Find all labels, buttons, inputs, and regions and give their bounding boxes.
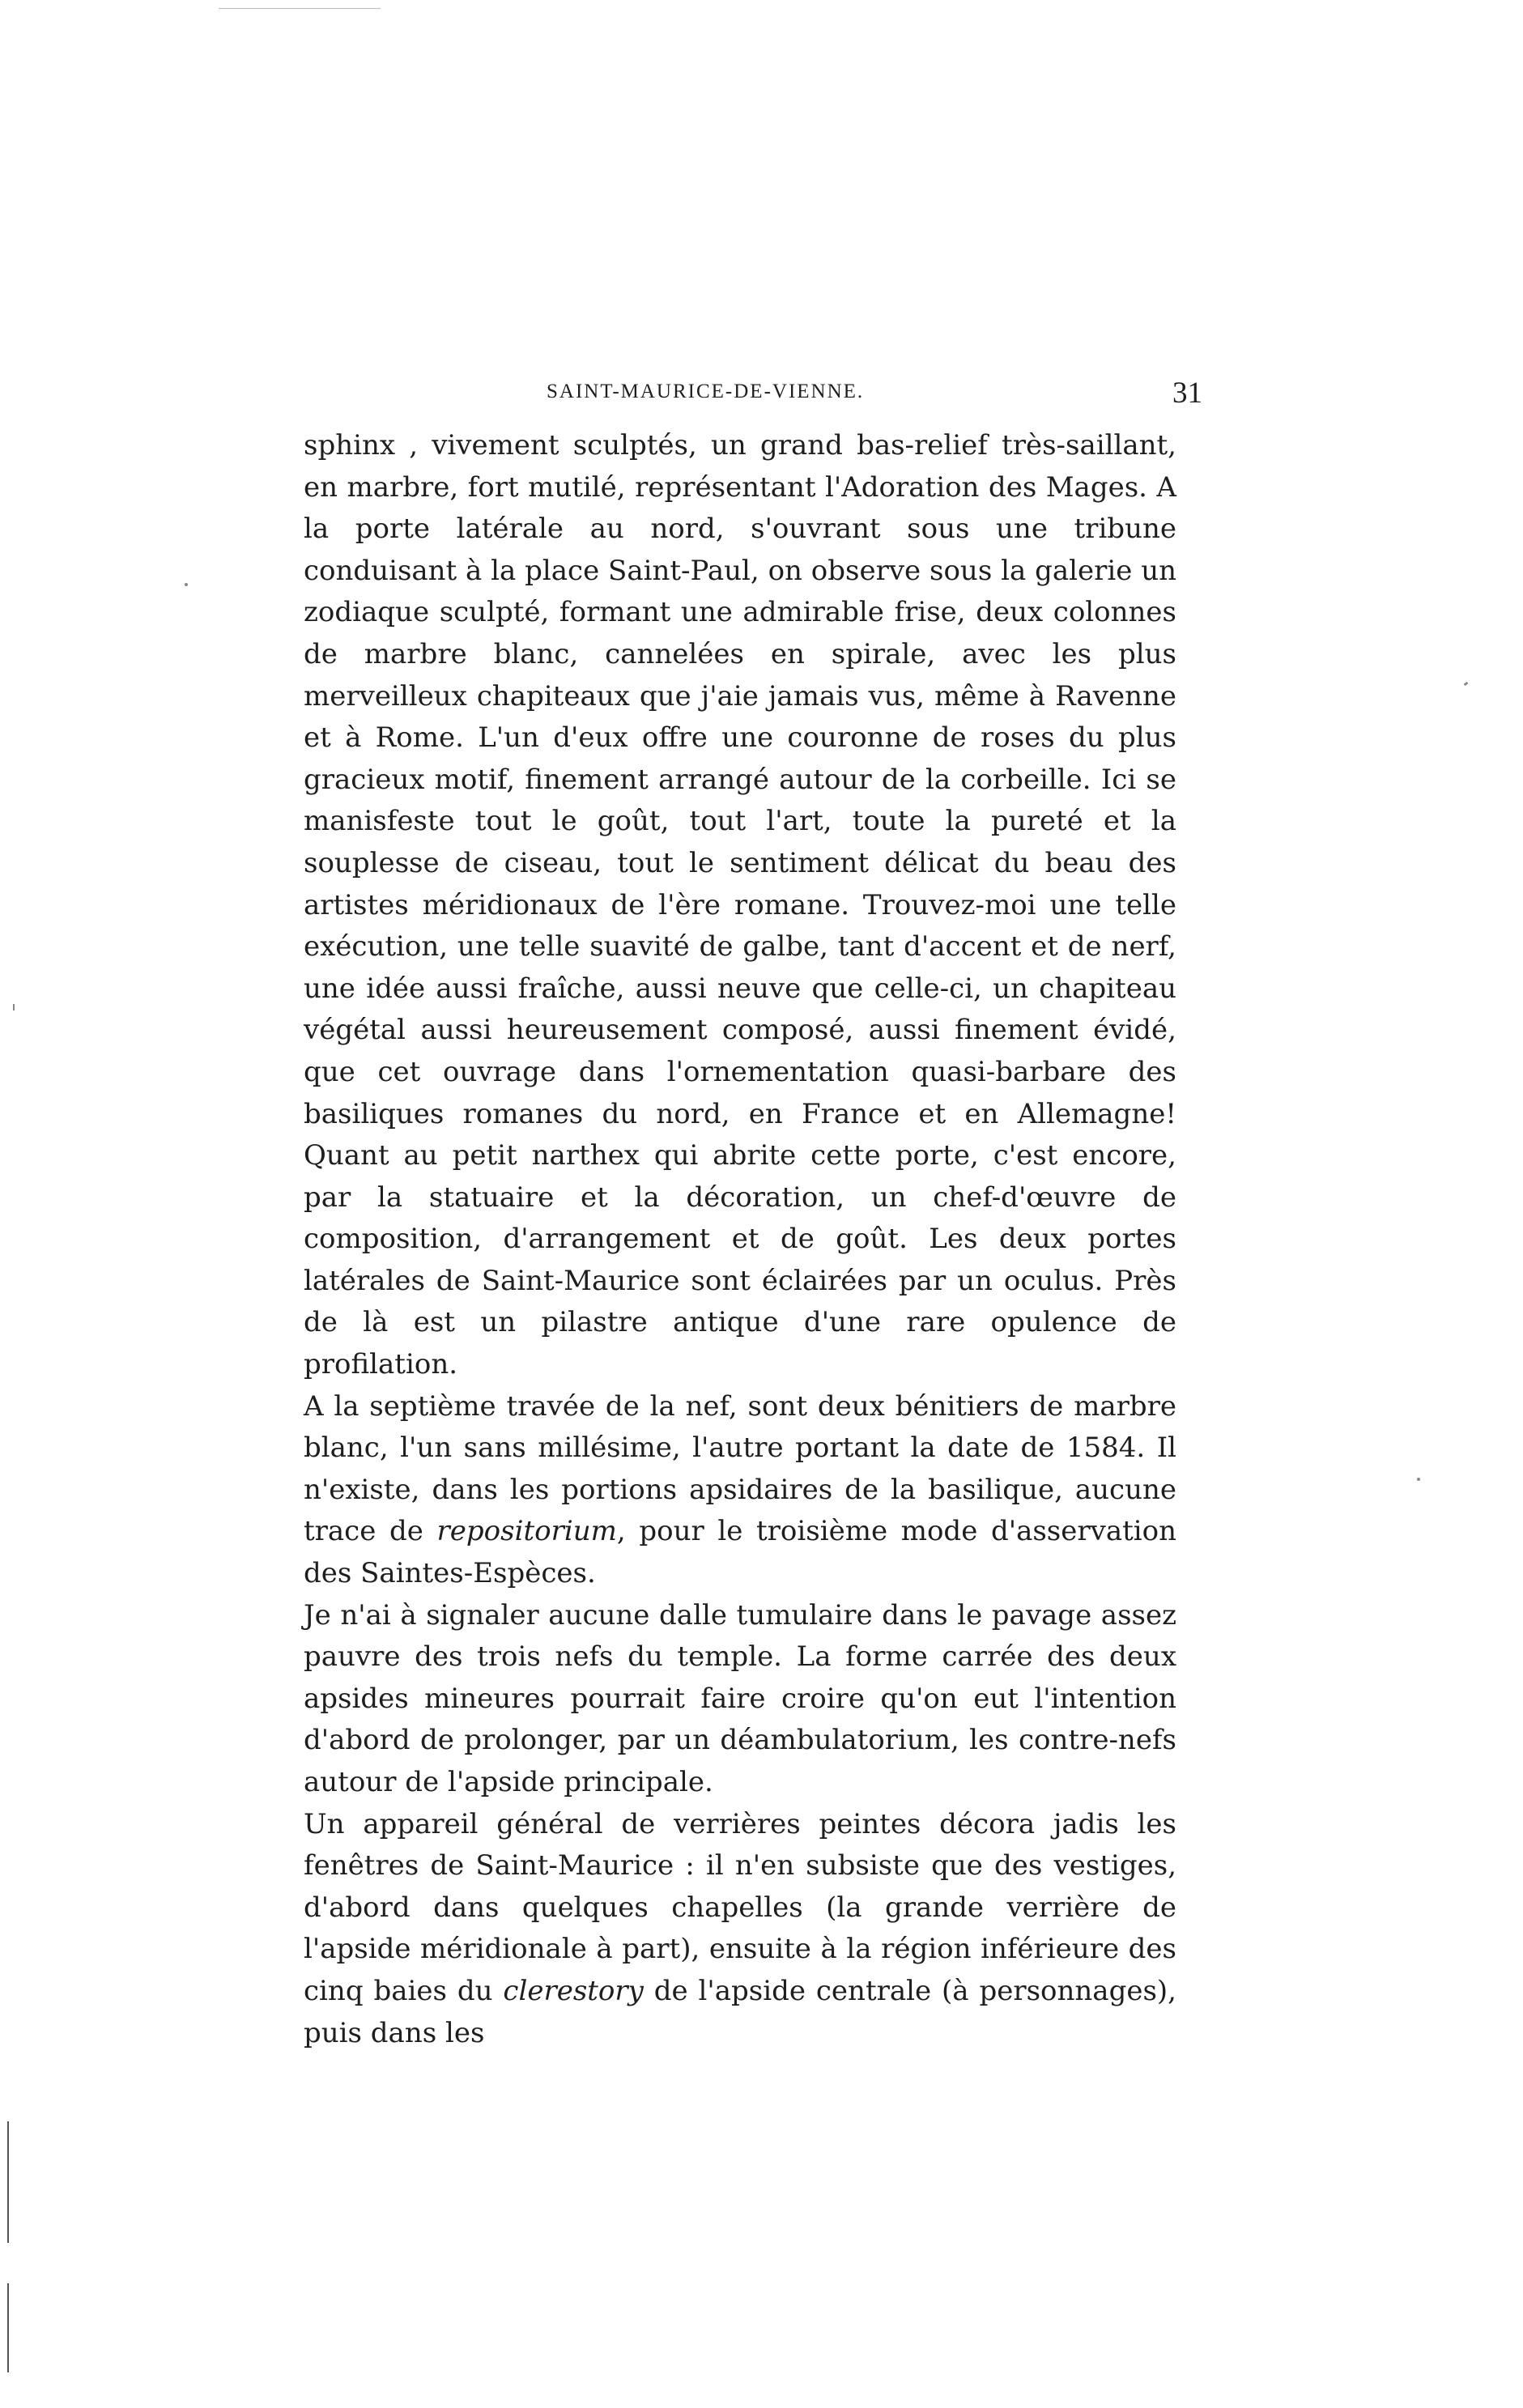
- paragraph: [304, 1804, 1176, 2055]
- scan-speck: [1417, 1478, 1420, 1481]
- scan-speck: [1464, 682, 1469, 686]
- paragraph-text: sphinx , vivement sculptés, un grand bas-relief très-saillant, en marbre, fort mutilé, représentant l'Adoration des Mages. A la porte latérale au nord, s'ouvrant sous une tribune conduisant à la place Saint-Paul, on observe sous la galerie un zodiaque sculpté, formant une admirable frise, deux colonnes de marbre blanc, cannelées en spirale, avec les plus merveilleux chapiteaux que j'aie jamais vus, même à Ravenne et à Rome. L'un d'eux offre une couronne de roses du plus gracieux motif, finement arrangé autour de la corbeille. Ici se manisfeste tout le goût, tout l'art, toute la pureté et la souplesse de ciseau, tout le sentiment délicat du beau des artistes méridionaux de l'ère romane. Trouvez-moi une telle exécution, une telle suavité de galbe, tant d'accent et de nerf, une idée aussi fraîche, aussi neuve que celle-ci, un chapiteau végétal aussi heureusement composé, aussi finement évidé, que cet ouvrage dans l'ornementation quasi-barbare des basiliques romanes du nord, en France et en Allemagne! Quant au petit narthex qui abrite cette porte, c'est encore, par la statuaire et la décoration, un chef-d'œuvre de composition, d'arrangement et de goût. Les deux portes latérales de Saint-Maurice sont éclairées par un oculus. Près de là est un pilastre antique d'une rare opulence de profilation.: [304, 429, 1176, 1381]
- body-text: [304, 425, 1176, 2054]
- paragraph-text: Je n'ai à signaler aucune dalle tumulaire dans le pavage assez pauvre des trois nefs du temple. La forme carrée des deux apsides mineures pourrait faire croire qu'on eut l'intention d'abord de prolonger, par un déambulatorium, les contre-nefs autour de l'apside principale.: [304, 1598, 1176, 1798]
- page-header: [304, 377, 1202, 413]
- scan-edge-line: [7, 2121, 9, 2243]
- paragraph-text: Un appareil général de verrières peintes décora jadis les fenêtres de Saint-Maurice : il n'en subsiste que des vestiges, d'abord dans quelques chapelles (la grande verrière de l'apside méridionale à part), ensuite à la région inférieure des cinq baies du: [304, 1807, 1176, 2007]
- italic-term: repositorium: [436, 1515, 617, 1548]
- scan-edge-line: [7, 2283, 9, 2372]
- italic-term: clerestory: [503, 1974, 644, 2007]
- paragraph-text: de l'apside centrale (à personnages), puis dans les: [304, 1974, 1176, 2049]
- paragraph-text: , pour le troisième mode d'asservation des Saintes-Espèces.: [304, 1515, 1177, 1590]
- running-title: SAINT-MAURICE-DE-VIENNE.: [547, 381, 865, 402]
- paragraph: [304, 1595, 1176, 1804]
- scan-speck: [13, 1004, 15, 1010]
- paragraph-text: A la septième travée de la nef, sont deux bénitiers de marbre blanc, l'un sans millésime, l'autre portant la date de 1584. Il n'existe, dans les portions apsidaires de la basilique, aucune trace de: [304, 1389, 1176, 1548]
- paragraph: [304, 1386, 1176, 1595]
- page-number: 31: [1172, 377, 1202, 410]
- scan-speck: [185, 583, 188, 586]
- paragraph: [304, 425, 1176, 1386]
- scan-top-line: [219, 8, 381, 9]
